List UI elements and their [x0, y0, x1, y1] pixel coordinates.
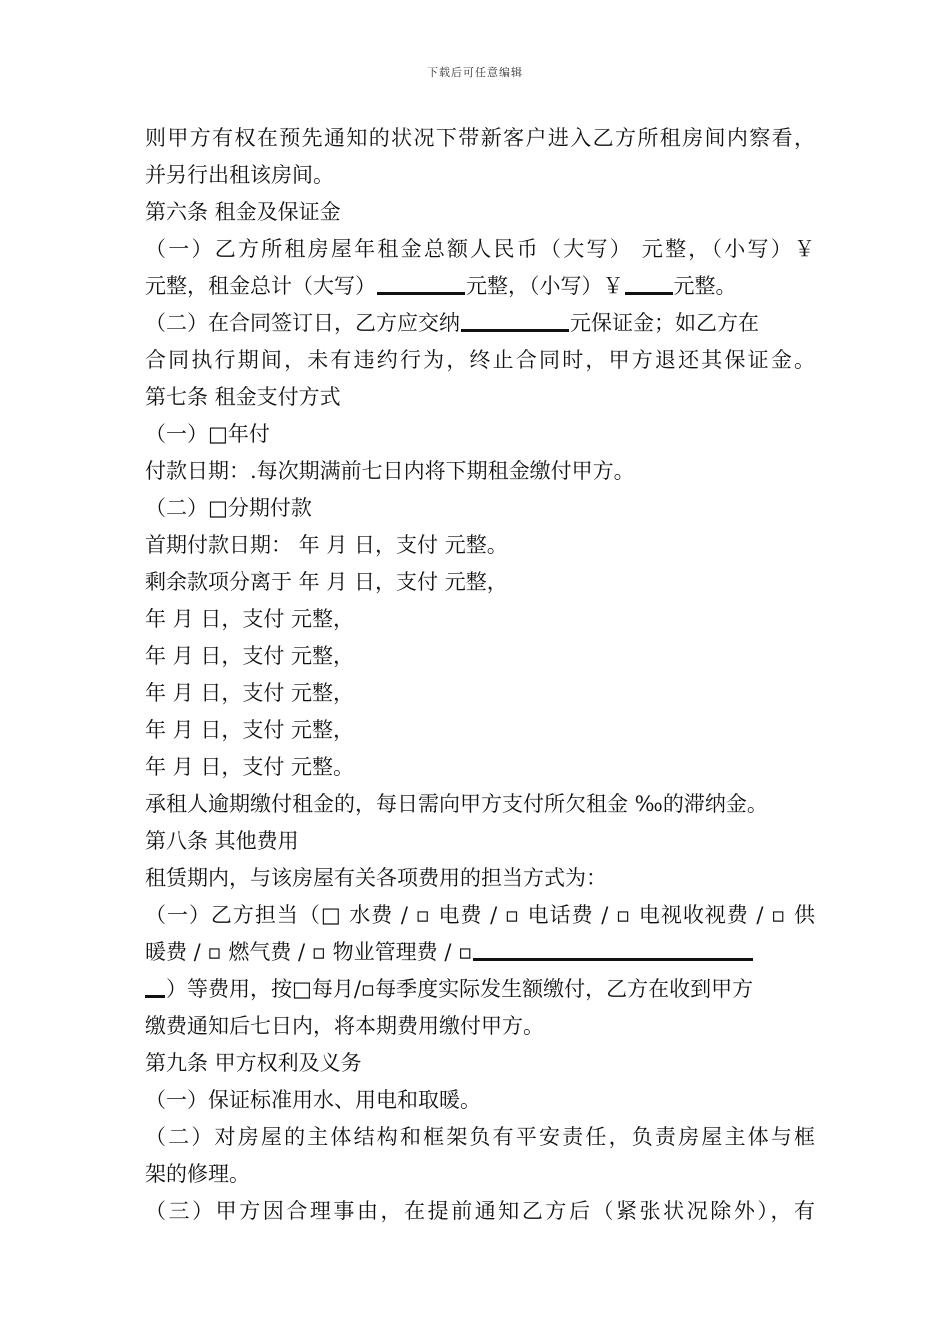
- paragraph-line: [145, 453, 815, 490]
- document-body: [145, 120, 815, 1230]
- fill-in-blank: [377, 292, 465, 295]
- text-segment: 承租人逾期缴付租金的，每日需向甲方支付所欠租金 ‰的滞纳金。: [145, 792, 768, 816]
- text-segment: 暖费 / ▫ 燃气费 / ▫ 物业管理费 / ▫: [145, 940, 473, 964]
- text-segment: 第九条 甲方权利及义务: [145, 1051, 362, 1075]
- fill-in-blank: [625, 292, 673, 295]
- fill-in-blank: [145, 995, 165, 998]
- text-segment: 元整，（小写）￥: [466, 274, 624, 298]
- text-segment: 并另行出租该房间。: [145, 163, 334, 187]
- text-segment: 付款日期：.每次期满前七日内将下期租金缴付甲方。: [145, 459, 635, 483]
- paragraph-line: [145, 120, 815, 157]
- text-segment: 元保证金；如乙方在: [570, 311, 759, 335]
- paragraph-line: [145, 1156, 815, 1193]
- text-segment: 第七条 租金支付方式: [145, 385, 341, 409]
- text-segment: （一）保证标准用水、用电和取暖。: [145, 1088, 481, 1112]
- paragraph-line: [145, 601, 815, 638]
- paragraph-line: [145, 342, 815, 379]
- text-segment: （二）□分期付款: [145, 496, 312, 520]
- paragraph-line: [145, 749, 815, 786]
- text-segment: 元整。: [673, 274, 737, 298]
- paragraph-line: [145, 157, 815, 194]
- text-segment: 年 月 日，支付 元整，: [145, 681, 355, 705]
- text-segment: 首期付款日期： 年 月 日，支付 元整。: [145, 533, 508, 557]
- text-segment: （一）乙方担当（□ 水费 / ▫ 电费 / ▫ 电话费 / ▫ 电视收视费 / ▫ 供: [145, 903, 815, 927]
- paragraph-line: [145, 712, 815, 749]
- text-segment: （二）对房屋的主体结构和框架负有平安责任，负责房屋主体与框: [145, 1125, 815, 1149]
- text-segment: （二）在合同签订日，乙方应交纳: [145, 311, 460, 335]
- paragraph-line: [145, 527, 815, 564]
- fill-in-blank: [461, 329, 569, 332]
- text-segment: 剩余款项分离于 年 月 日，支付 元整，: [145, 570, 508, 594]
- text-segment: （一）乙方所租房屋年租金总额人民币（大写） 元整，（小写）￥: [145, 237, 815, 261]
- text-segment: 年 月 日，支付 元整，: [145, 718, 355, 742]
- text-segment: （三）甲方因合理事由，在提前通知乙方后（紧张状况除外），有: [145, 1199, 815, 1223]
- text-segment: 年 月 日，支付 元整，: [145, 644, 355, 668]
- paragraph-line: [145, 231, 815, 268]
- paragraph-line: [145, 897, 815, 934]
- paragraph-line: [145, 1193, 815, 1230]
- text-segment: ）等费用，按□每月/▫每季度实际发生额缴付，乙方在收到甲方: [166, 977, 754, 1001]
- section-heading-6: [145, 194, 815, 231]
- paragraph-line: [145, 305, 815, 342]
- text-segment: 租赁期内，与该房屋有关各项费用的担当方式为：: [145, 866, 607, 890]
- text-segment: 则甲方有权在预先通知的状况下带新客户进入乙方所租房间内察看，: [145, 126, 815, 150]
- section-heading-8: [145, 823, 815, 860]
- paragraph-line: [145, 1008, 815, 1045]
- text-segment: 第六条 租金及保证金: [145, 200, 341, 224]
- section-heading-7: [145, 379, 815, 416]
- text-segment: 缴费通知后七日内，将本期费用缴付甲方。: [145, 1014, 544, 1038]
- paragraph-line: [145, 638, 815, 675]
- paragraph-line: [145, 1119, 815, 1156]
- fill-in-blank: [473, 958, 753, 961]
- text-segment: 年 月 日，支付 元整，: [145, 607, 355, 631]
- paragraph-line: [145, 934, 815, 971]
- paragraph-line: [145, 490, 815, 527]
- paragraph-line: [145, 971, 815, 1008]
- paragraph-line: [145, 416, 815, 453]
- paragraph-line: [145, 675, 815, 712]
- text-segment: 合同执行期间，未有违约行为，终止合同时，甲方退还其保证金。: [145, 348, 815, 372]
- section-heading-9: [145, 1045, 815, 1082]
- text-segment: 元整，租金总计（大写）: [145, 274, 376, 298]
- text-segment: 年 月 日，支付 元整。: [145, 755, 355, 779]
- text-segment: 架的修理。: [145, 1162, 250, 1186]
- page-header: 下载后可任意编辑: [427, 66, 523, 79]
- paragraph-line: [145, 1082, 815, 1119]
- paragraph-line: [145, 564, 815, 601]
- text-segment: （一）□年付: [145, 422, 270, 446]
- paragraph-line: [145, 860, 815, 897]
- text-segment: 第八条 其他费用: [145, 829, 299, 853]
- paragraph-line: [145, 268, 815, 305]
- paragraph-line: [145, 786, 815, 823]
